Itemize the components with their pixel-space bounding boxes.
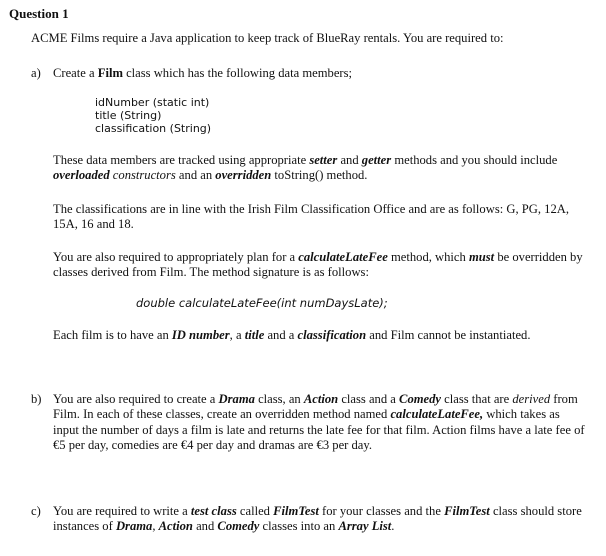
- data-member-classification: classification (String): [95, 122, 212, 135]
- part-a-lead: Create a Film class which has the following data members;: [53, 66, 353, 80]
- part-a-paragraph-2: The classifications are in line with the Irish Film Classification Office and are as follows: G, PG, 12A, 15A, 16 and 18.: [53, 202, 569, 232]
- part-a-paragraph-4: Each film is to have an ID number, a title and a classification and Film cannot be instantiated.: [53, 328, 531, 342]
- data-member-idnumber: idNumber (static int): [95, 96, 210, 109]
- part-b-paragraph: You are also required to create a Drama class, an Action class and a Comedy class that are derived from Film. In each of these classes, create an overridden method named calculateLateFee, which takes as input the number of days a film is late and returns the late fee for that film. Action films have a late fee of €5 per day, comedies are €4 per day and dramas are €3 per day.: [53, 392, 585, 453]
- part-c-paragraph: You are required to write a test class called FilmTest for your classes and the FilmTest class should store instances of Drama, Action and Comedy classes into an Array List.: [53, 504, 582, 534]
- part-c-label: c): [31, 504, 41, 518]
- data-member-title: title (String): [95, 109, 162, 122]
- part-b-label: b): [31, 392, 42, 406]
- part-a-paragraph-3: You are also required to appropriately plan for a calculateLateFee method, which must be overridden by classes derived from Film. The method signature is as follows:: [53, 250, 583, 280]
- part-a-label: a): [31, 66, 41, 80]
- question-heading: Question 1: [9, 6, 69, 21]
- method-signature: double calculateLateFee(int numDaysLate);: [136, 296, 388, 310]
- intro-text: ACME Films require a Java application to keep track of BlueRay rentals. You are required to:: [31, 31, 504, 45]
- part-a-paragraph-1: These data members are tracked using appropriate setter and getter methods and you should include overloaded constructors and an overridden toString() method.: [53, 153, 558, 183]
